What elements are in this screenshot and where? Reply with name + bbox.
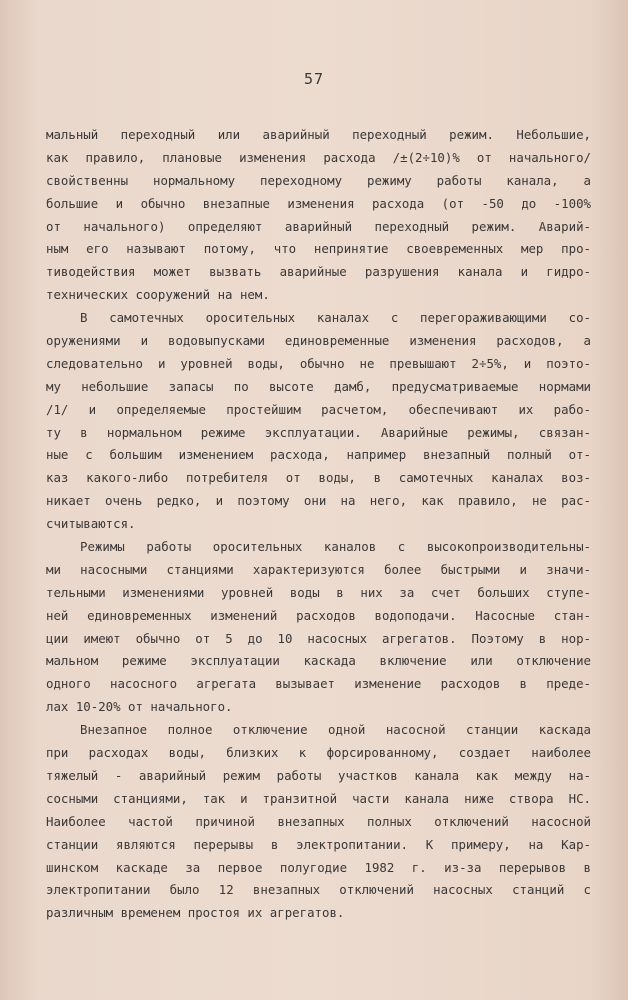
body-text [46, 124, 591, 925]
text-line: различным временем простоя их агрегатов. [46, 905, 345, 921]
text-line: ту в нормальном режиме эксплуатации. Аварийные режимы, связан- [46, 424, 591, 440]
text-line: одного насосного агрегата вызывает изменение расходов в преде- [46, 676, 591, 692]
text-line: большие и обычно внезапные изменения расхода (от -50 до -100% [46, 195, 591, 211]
text-line: тяжелый - аварийный режим работы участков канала как между на- [46, 767, 591, 783]
text-line: ми насосными станциями характеризуются более быстрыми и значи- [46, 561, 591, 577]
text-line: му небольшие запасы по высоте дамб, предусматриваемые нормами [46, 378, 591, 394]
text-line: станции являются перерывы в электропитании. К примеру, на Кар- [46, 836, 591, 852]
text-line: тиводействия может вызвать аварийные разрушения канала и гидро- [46, 264, 591, 280]
text-line: Наиболее частой причиной внезапных полных отключений насосной [46, 813, 591, 829]
text-line: В самотечных оросительных каналах с перегораживающими со- [80, 310, 591, 326]
text-line: сосными станциями, так и транзитной части канала ниже створа НС. [46, 790, 591, 806]
text-line: Режимы работы оросительных каналов с высокопроизводительны- [80, 539, 591, 555]
text-line: Внезапное полное отключение одной насосной станции каскада [80, 722, 591, 738]
text-line: ней единовременных изменений расходов водоподачи. Насосные стан- [46, 607, 591, 623]
text-line: мальный переходный или аварийный переходный режим. Небольшие, [46, 127, 591, 142]
text-line: оружениями и водовыпусками единовременные изменения расходов, а [46, 333, 591, 349]
text-line: тельными изменениями уровней воды в них за счет больших ступе- [46, 584, 591, 600]
text-line: лах 10-20% от начального. [46, 699, 233, 715]
text-line: электропитании было 12 внезапных отключений насосных станций с [46, 882, 591, 898]
text-line: технических сооружений на нем. [46, 287, 270, 303]
text-line: никает очень редко, и поэтому они на него, как правило, не рас- [46, 493, 591, 509]
text-line: следовательно и уровней воды, обычно не превышают 2÷5%, и поэто- [46, 355, 591, 371]
text-line: шинском каскаде за первое полугодие 1982 г. из-за перерывов в [46, 859, 591, 875]
text-line: мальном режиме эксплуатации каскада включение или отключение [46, 653, 591, 669]
text-line: от начального) определяют аварийный переходный режим. Аварий- [46, 218, 591, 234]
text-line: ным его называют потому, что непринятие своевременных мер про- [46, 241, 591, 257]
text-line: ции имеют обычно от 5 до 10 насосных агрегатов. Поэтому в нор- [46, 630, 591, 646]
page-number: 57 [303, 70, 325, 88]
text-line: /1/ и определяемые простейшим расчетом, обеспечивают их рабо- [46, 401, 591, 417]
text-line: каз какого-либо потребителя от воды, в самотечных каналах воз- [46, 470, 591, 486]
text-line: при расходах воды, близких к форсированному, создает наиболее [46, 745, 591, 761]
text-line: считываются. [46, 516, 136, 532]
text-line: ные с большим изменением расхода, например внезапный полный от- [46, 447, 591, 463]
text-line: свойственны нормальному переходному режиму работы канала, а [46, 172, 591, 188]
text-line: как правило, плановые изменения расхода /±(2÷10)% от начального/ [46, 149, 591, 165]
